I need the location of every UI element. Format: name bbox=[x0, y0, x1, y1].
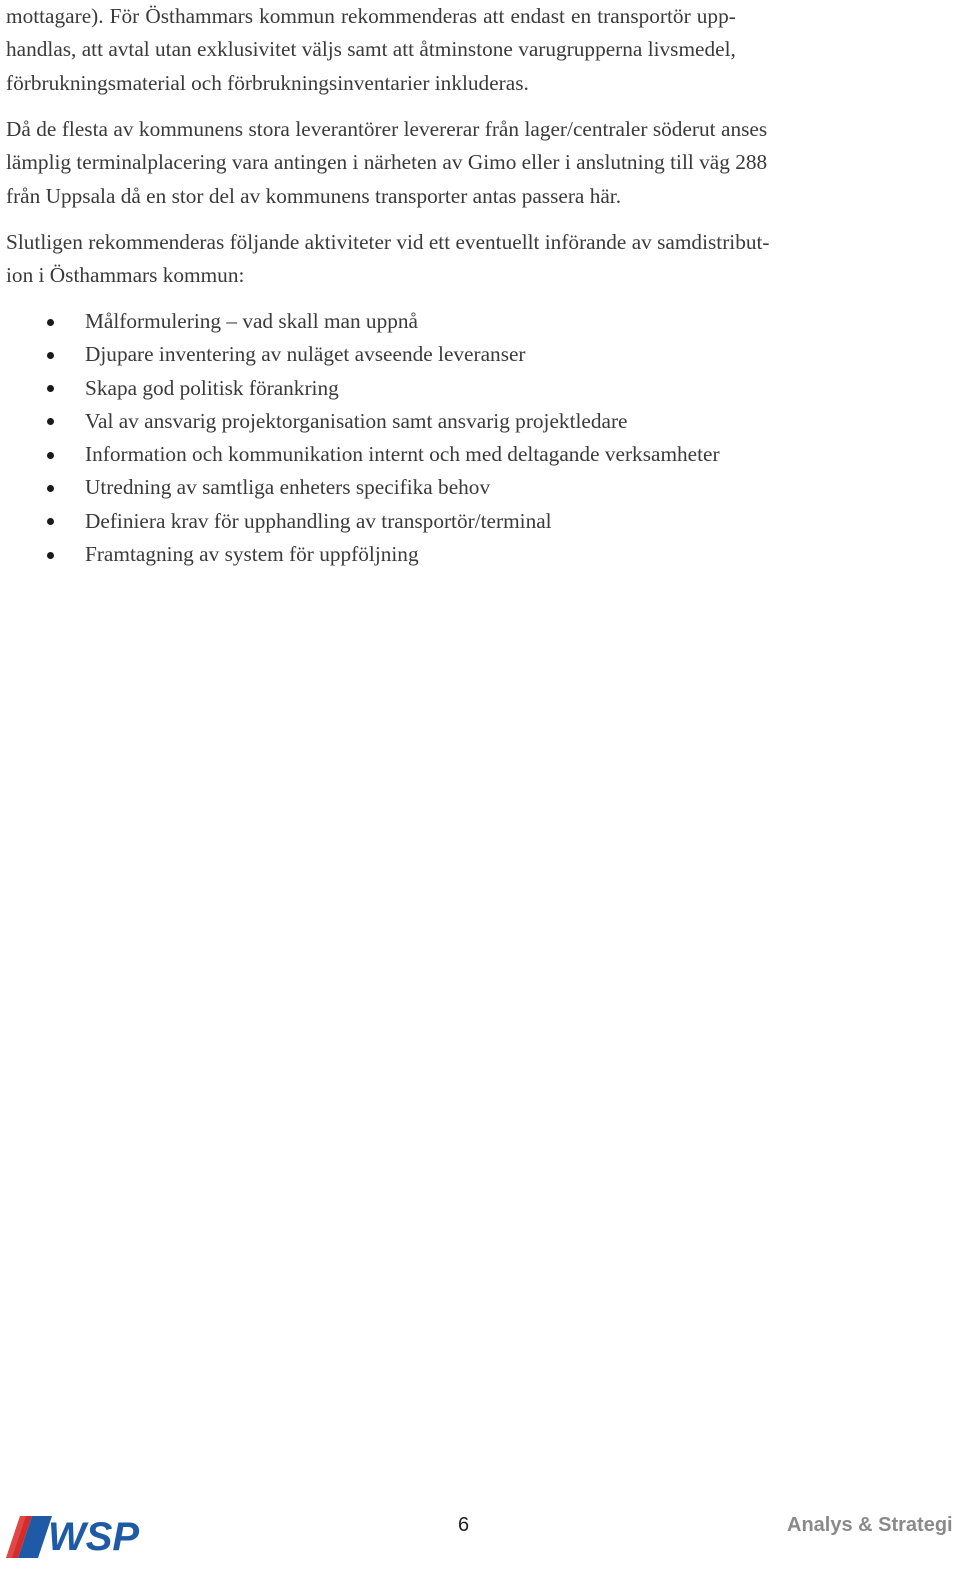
list-item bbox=[6, 372, 720, 405]
bullet-icon bbox=[47, 352, 54, 359]
list-item bbox=[6, 538, 720, 571]
list-item-text: Information och kommunikation internt och med deltagande verksamheter bbox=[85, 442, 720, 467]
list-item-text: Val av ansvarig projektorganisation samt ansvarig projektledare bbox=[85, 408, 628, 433]
list-item bbox=[6, 471, 720, 504]
paragraph-terminal-placement bbox=[6, 113, 767, 213]
list-item-text: Djupare inventering av nuläget avseende leveranser bbox=[85, 342, 526, 367]
list-item bbox=[6, 505, 720, 538]
text-line: handlas, att avtal utan exklusivitet väljs samt att åtminstone varugrupperna livsmedel, bbox=[6, 37, 736, 62]
activities-list bbox=[6, 305, 720, 571]
bullet-icon bbox=[47, 518, 54, 525]
paragraph-recommendation bbox=[6, 0, 736, 100]
text-line: Då de flesta av kommunens stora leverantörer levererar från lager/centraler söderut anses bbox=[6, 117, 768, 141]
footer-label: Analys & Strategi bbox=[787, 1514, 953, 1536]
list-item-text: Målformulering – vad skall man uppnå bbox=[85, 309, 418, 333]
list-item bbox=[6, 338, 720, 371]
page-footer bbox=[0, 1500, 960, 1560]
bullet-icon bbox=[47, 485, 54, 492]
page-number: 6 bbox=[458, 1514, 470, 1536]
text-line: Slutligen rekommenderas följande aktiviteter vid ett eventuellt införande av samdistribut- bbox=[6, 230, 770, 254]
list-item-text: Framtagning av system för uppföljning bbox=[85, 542, 419, 567]
list-item bbox=[6, 405, 720, 438]
list-item-text: Skapa god politisk förankring bbox=[85, 375, 339, 400]
text-line: från Uppsala då en stor del av kommunens transporter antas passera här. bbox=[6, 183, 622, 208]
text-line: mottagare). För Östhammars kommun rekommenderas att endast en transportör upp- bbox=[6, 4, 736, 28]
list-item-text: Definiera krav för upphandling av transportör/terminal bbox=[85, 508, 552, 533]
bullet-icon bbox=[47, 452, 54, 459]
svg-text:WSP: WSP bbox=[48, 1515, 140, 1558]
text-line: ion i Östhammars kommun: bbox=[6, 263, 245, 288]
bullet-icon bbox=[47, 418, 54, 425]
wsp-logo bbox=[6, 1512, 166, 1558]
bullet-icon bbox=[47, 552, 54, 559]
list-item-text: Utredning av samtliga enheters specifika behov bbox=[85, 475, 491, 500]
bullet-icon bbox=[47, 319, 54, 326]
text-line: lämplig terminalplacering vara antingen i närheten av Gimo eller i anslutning till väg 288 bbox=[6, 150, 768, 175]
paragraph-activities-intro bbox=[6, 226, 770, 293]
list-item bbox=[6, 305, 720, 338]
list-item bbox=[6, 438, 720, 471]
text-line: förbrukningsmaterial och förbrukningsinventarier inkluderas. bbox=[6, 70, 529, 95]
bullet-icon bbox=[47, 385, 54, 392]
